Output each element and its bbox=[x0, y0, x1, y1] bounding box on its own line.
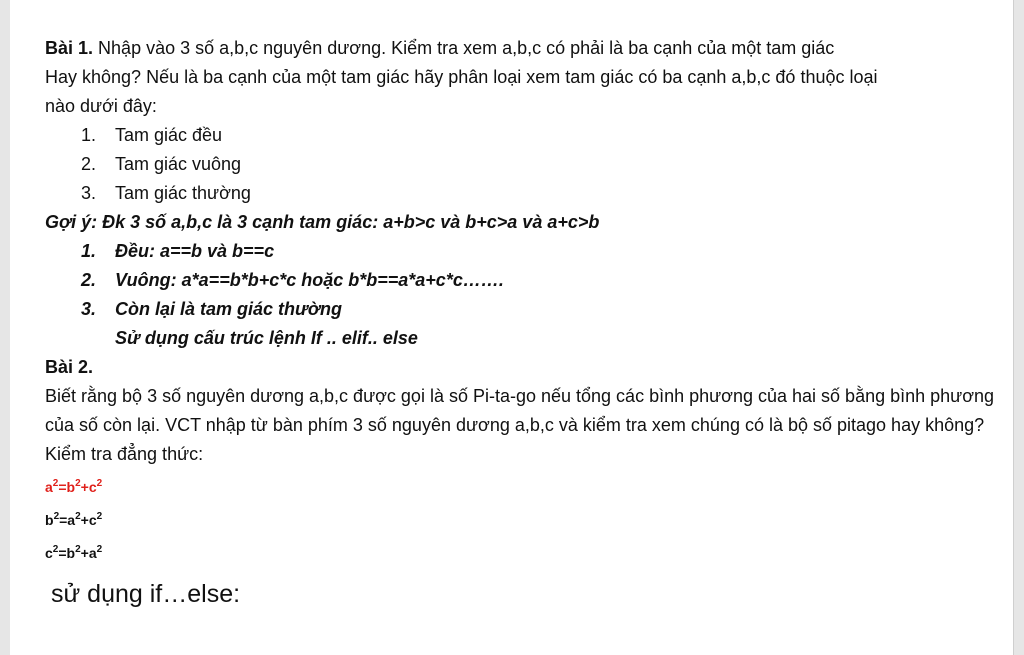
bai2-paragraph: Biết rằng bộ 3 số nguyên dương a,b,c được gọi là số Pi-ta-go nếu tổng các bình phương của hai số bằng bình phương của số còn lại. VCT nhập từ bàn phím 3 số nguyên dương a,b,c và kiểm tra xem chúng có là bộ số pitago hay không? bbox=[45, 386, 995, 435]
hint-note: Sử dụng cấu trúc lệnh If .. elif.. else bbox=[115, 328, 418, 348]
bai1-heading: Bài 1. bbox=[45, 38, 94, 58]
bai1-text-1: Nhập vào 3 số a,b,c nguyên dương. Kiểm tra xem a,b,c có phải là ba cạnh của một tam giác bbox=[98, 38, 835, 58]
formula-3: $c^2=b^2+a^2$ bbox=[45, 544, 103, 561]
list-item bbox=[45, 121, 995, 150]
hint-text: Còn lại là tam giác thường bbox=[115, 299, 342, 319]
hint-item bbox=[45, 295, 995, 324]
hint-number: 3. bbox=[81, 299, 97, 319]
bai1-line3: nào dưới đây: bbox=[45, 96, 157, 116]
hint-number: 1. bbox=[81, 241, 97, 261]
list-item bbox=[45, 179, 995, 208]
hint-item bbox=[45, 266, 995, 295]
bai1-line1 bbox=[45, 34, 995, 63]
bai2-heading: Bài 2. bbox=[45, 357, 94, 377]
hint-item bbox=[45, 237, 995, 266]
list-number: 2. bbox=[81, 154, 97, 174]
list-item bbox=[45, 150, 995, 179]
bai1-line2: Hay không? Nếu là ba cạnh của một tam giác hãy phân loại xem tam giác có ba cạnh a,b,c đó thuộc loại bbox=[45, 67, 878, 87]
check-label: Kiểm tra đẳng thức: bbox=[45, 444, 204, 464]
formula-2: $b^2=a^2+c^2$ bbox=[45, 511, 103, 528]
hint-text: Vuông: a*a==b*b+c*c hoặc b*b==a*a+c*c……. bbox=[115, 270, 504, 290]
list-text: Tam giác đều bbox=[115, 125, 223, 145]
list-text: Tam giác vuông bbox=[115, 154, 242, 174]
list-number: 1. bbox=[81, 125, 97, 145]
hint-text: Đều: a==b và b==c bbox=[115, 241, 275, 261]
hint-number: 2. bbox=[81, 270, 97, 290]
list-number: 3. bbox=[81, 183, 97, 203]
footer-note: sử dụng if…else: bbox=[51, 580, 241, 608]
document-content bbox=[45, 34, 995, 614]
formula-1: $a^2=b^2+c^2$ bbox=[45, 478, 103, 495]
list-text: Tam giác thường bbox=[115, 183, 251, 203]
document-page bbox=[10, 0, 1014, 655]
hint-line: Gợi ý: Đk 3 số a,b,c là 3 cạnh tam giác: a+b>c và b+c>a và a+c>b bbox=[45, 212, 600, 232]
